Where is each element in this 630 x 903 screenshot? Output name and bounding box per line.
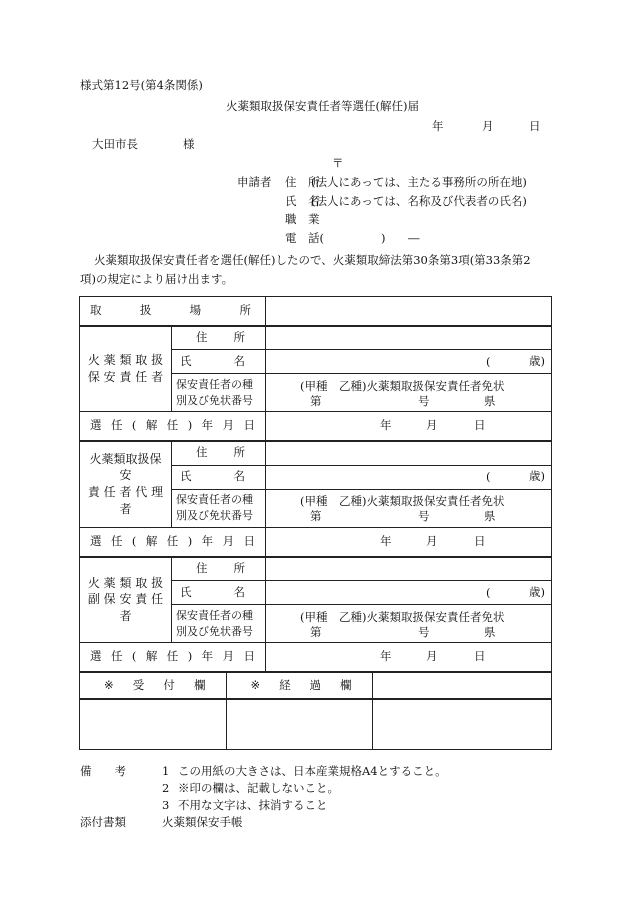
section-2-appoint-row [80,527,552,557]
applicant-phone-label: 電 話( [285,231,324,245]
section-3-title: 火 薬 類 取 扱 副 保 安 責 任 者 [80,557,172,643]
office-use-row [80,672,552,750]
applicant-occupation-label: 職 業 [285,212,320,226]
statement-line-2: 項)の規定により届け出ます。 [80,272,234,286]
date-month: 月 [482,119,494,133]
date-day: 日 [529,119,541,133]
section-1-age-unit: 歳) [529,353,545,368]
section-2-license-value[interactable]: (甲種 乙種)火薬類取扱保安責任者免状 第 号 県 [266,489,552,527]
section-2-name-label: 氏 名 [172,465,266,489]
section-2-name-value[interactable]: ( 歳) [266,465,552,489]
applicant-name-label: 氏 名 [285,194,320,208]
section-1-address-row [80,326,552,350]
section-3-name-value[interactable]: ( 歳) [266,581,552,605]
section-2-address-row [80,441,552,465]
extra-box [372,699,552,749]
location-value[interactable] [266,297,552,326]
section-1-appoint-row [80,412,552,442]
applicant-phone-dash: ― [408,231,420,245]
applicant-address-note: (法人にあっては、主たる事務所の所在地) [311,175,527,189]
section-2-age-unit: 歳) [529,469,545,484]
section-1-name-value[interactable]: ( 歳) [266,350,552,374]
receipt-label: ※ 受 付 欄 [80,673,226,699]
section-2-appoint-label: 選 任 ( 解 任 ) 年 月 日 [80,527,266,557]
section-2-license-label: 保安責任者の種 別及び免状番号 [172,489,266,527]
attachments-value: 火薬類保安手帳 [162,815,243,829]
note-2-num: 2 [162,781,170,795]
office-use-block [80,672,552,750]
section-3-name-label: 氏 名 [172,581,266,605]
section-2-title: 火薬類取扱保安 責 任 者 代 理 者 [80,441,172,527]
note-3-text: 不用な文字は、抹消すること [178,798,328,812]
note-2-text: ※印の欄は、記載しないこと。 [178,781,339,795]
note-1-num: 1 [162,764,170,778]
applicant-address-label: 住 所 [285,175,320,189]
notes-label: 備 考 [80,764,126,778]
section-3-address-label: 住 所 [172,557,266,581]
form-number: 様式第12号(第4条関係) [80,78,203,92]
notification-form-table [79,296,552,750]
progress-box [226,699,372,749]
section-3-appoint-label: 選 任 ( 解 任 ) 年 月 日 [80,643,266,673]
section-1-license-value[interactable]: (甲種 乙種)火薬類取扱保安責任者免状 第 号 県 [266,374,552,412]
section-1-appoint-date[interactable]: 年 月 日 [266,412,552,442]
note-3-num: 3 [162,798,170,812]
section-3-address-row [80,557,552,581]
section-1-title: 火 薬 類 取 扱 保 安 責 任 者 [80,326,172,412]
applicant-name-note: (法人にあっては、名称及び代表者の氏名) [311,194,527,208]
progress-label: ※ 経 過 欄 [226,673,372,699]
location-label: 取 扱 場 所 [80,297,266,326]
postal-mark: 〒 [332,156,344,170]
addressee-honorific: 様 [183,137,195,151]
section-2-address-value[interactable] [266,441,552,465]
section-3-appoint-date[interactable]: 年 月 日 [266,643,552,673]
section-3-age-unit: 歳) [529,584,545,599]
attachments-label: 添付書類 [80,815,126,829]
section-3-license-value[interactable]: (甲種 乙種)火薬類取扱保安責任者免状 第 号 県 [266,605,552,643]
date-year: 年 [432,119,444,133]
receipt-box [80,699,226,749]
extra-header-cell [372,673,552,699]
applicant-label: 申請者 [237,175,272,189]
section-1-license-label: 保安責任者の種 別及び免状番号 [172,374,266,412]
section-1-name-label: 氏 名 [172,350,266,374]
form-title: 火薬類取扱保安責任者等選任(解任)届 [226,99,419,113]
statement-line-1: 火薬類取扱保安責任者を選任(解任)したので、火薬類取締法第30条第3項(第33条第2 [94,253,531,267]
applicant-phone-close: ) [381,231,386,245]
section-1-appoint-label: 選 任 ( 解 任 ) 年 月 日 [80,412,266,442]
section-2-address-label: 住 所 [172,441,266,465]
note-1-text: この用紙の大きさは、日本産業規格A4とすること。 [178,764,447,778]
section-1-address-label: 住 所 [172,326,266,350]
addressee: 大田市長 [92,137,138,151]
section-2-appoint-date[interactable]: 年 月 日 [266,527,552,557]
section-1-address-value[interactable] [266,326,552,350]
section-3-address-value[interactable] [266,557,552,581]
location-row [80,297,552,326]
section-3-appoint-row [80,643,552,673]
section-3-license-label: 保安責任者の種 別及び免状番号 [172,605,266,643]
